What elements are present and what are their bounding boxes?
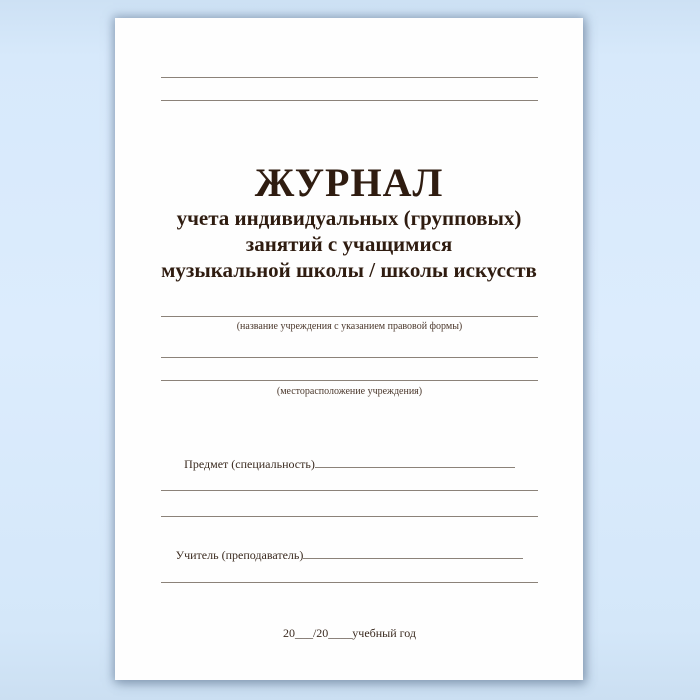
subtitle-line-3: музыкальной школы / школы искусств [161,258,537,282]
year-blank-1: ___ [294,626,313,640]
blank-line-4 [161,516,538,517]
subject-label: Предмет (специальность) [184,457,315,471]
location-caption: (месторасположение учреждения) [276,386,423,397]
year-suffix: учебный год [352,626,417,640]
header-blank-line-2 [161,100,538,101]
year-blank-2: ____ [328,626,353,640]
blank-line-3 [161,490,538,491]
year-middle: /20 [312,626,329,640]
institution-caption: (название учреждения с указанием правовой формы) [236,321,463,332]
journal-title: ЖУРНАЛ [254,160,444,205]
teacher-blank-fill [303,547,523,559]
teacher-field-row [161,547,538,562]
journal-subtitle [115,205,583,283]
header-blank-line-1 [161,77,538,78]
journal-cover-page [115,18,583,680]
subject-blank-fill [315,456,515,468]
year-prefix: 20 [282,626,295,640]
institution-blank-line [161,316,538,317]
teacher-label: Учитель (преподаватель) [175,548,304,562]
location-blank-line [161,380,538,381]
blank-line-5 [161,582,538,583]
subtitle-line-1: учета индивидуальных (групповых) [176,206,522,230]
subject-field-row [161,456,538,471]
institution-blank-line-2 [161,357,538,358]
subtitle-line-2: занятий с учащимися [245,232,453,256]
academic-year-line [161,626,538,641]
